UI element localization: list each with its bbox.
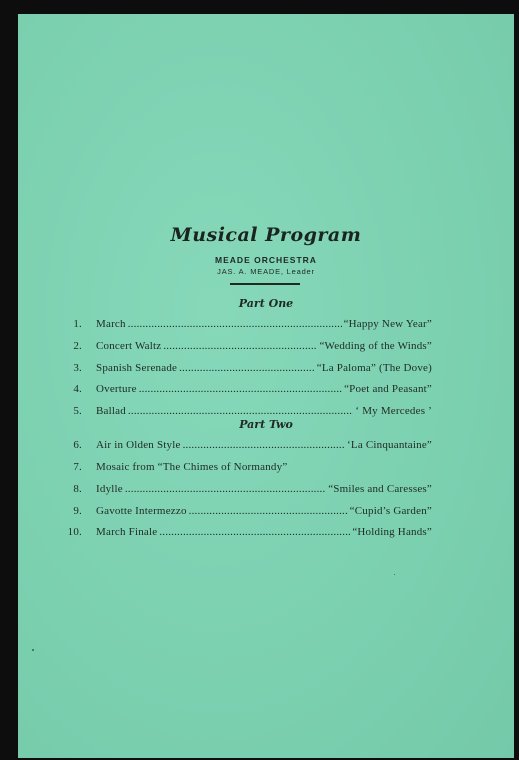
part-one-heading: Part One xyxy=(238,297,294,310)
item-name: Mosaic from “The Chimes of Normandy” xyxy=(96,461,288,473)
item-piece: “Holding Hands” xyxy=(352,526,432,538)
program-item xyxy=(73,382,432,396)
program-item xyxy=(73,317,432,331)
item-number: 8. xyxy=(73,483,82,495)
item-piece: “La Paloma” (The Dove) xyxy=(316,362,432,374)
program-item xyxy=(73,482,432,496)
item-piece: “Happy New Year” xyxy=(343,318,432,330)
program-item xyxy=(73,460,432,474)
item-number: 10. xyxy=(67,526,82,538)
item-piece: “Poet and Peasant” xyxy=(344,383,432,395)
item-name: Concert Waltz xyxy=(96,340,162,352)
item-name: March xyxy=(96,318,126,330)
item-name: Spanish Serenade xyxy=(96,362,178,374)
leader-dots xyxy=(139,382,342,396)
item-piece: ‘ My Mercedes ’ xyxy=(355,405,432,417)
item-piece: “Cupid’s Garden” xyxy=(349,505,432,517)
leader-dots xyxy=(179,361,315,375)
item-number: 5. xyxy=(73,405,82,417)
item-piece: “Wedding of the Winds” xyxy=(319,340,432,352)
paper-speck xyxy=(394,574,395,575)
item-name: March Finale xyxy=(96,526,158,538)
leader-dots xyxy=(128,404,353,418)
program-title: Musical Program xyxy=(170,224,362,246)
orchestra-name: MEADE ORCHESTRA xyxy=(215,255,317,265)
leader-dots xyxy=(183,438,345,452)
program-page xyxy=(18,14,514,758)
item-piece: “Smiles and Caresses” xyxy=(328,483,432,495)
program-item xyxy=(73,404,432,418)
item-name: Gavotte Intermezzo xyxy=(96,505,187,517)
item-number: 7. xyxy=(73,461,82,473)
item-name: Idylle xyxy=(96,483,123,495)
program-item xyxy=(73,438,432,452)
program-item xyxy=(73,504,432,518)
item-number: 4. xyxy=(73,383,82,395)
item-number: 2. xyxy=(73,340,82,352)
part-two-heading: Part Two xyxy=(239,418,293,431)
program-item xyxy=(67,525,432,539)
item-name: Air in Olden Style xyxy=(96,439,181,451)
program-item xyxy=(73,361,432,375)
title-divider xyxy=(230,283,300,285)
item-name: Ballad xyxy=(96,405,126,417)
leader-dots xyxy=(128,317,342,331)
item-name: Overture xyxy=(96,383,137,395)
item-number: 9. xyxy=(73,505,82,517)
item-number: 3. xyxy=(73,362,82,374)
leader-dots xyxy=(159,525,350,539)
item-piece: ‘La Cinquantaine” xyxy=(347,439,432,451)
orchestra-leader: JAS. A. MEADE, Leader xyxy=(217,267,315,276)
paper-speck xyxy=(32,649,34,651)
leader-dots xyxy=(125,482,326,496)
item-number: 6. xyxy=(73,439,82,451)
leader-dots xyxy=(189,504,348,518)
leader-dots xyxy=(163,339,317,353)
program-item xyxy=(73,339,432,353)
item-number: 1. xyxy=(73,318,82,330)
